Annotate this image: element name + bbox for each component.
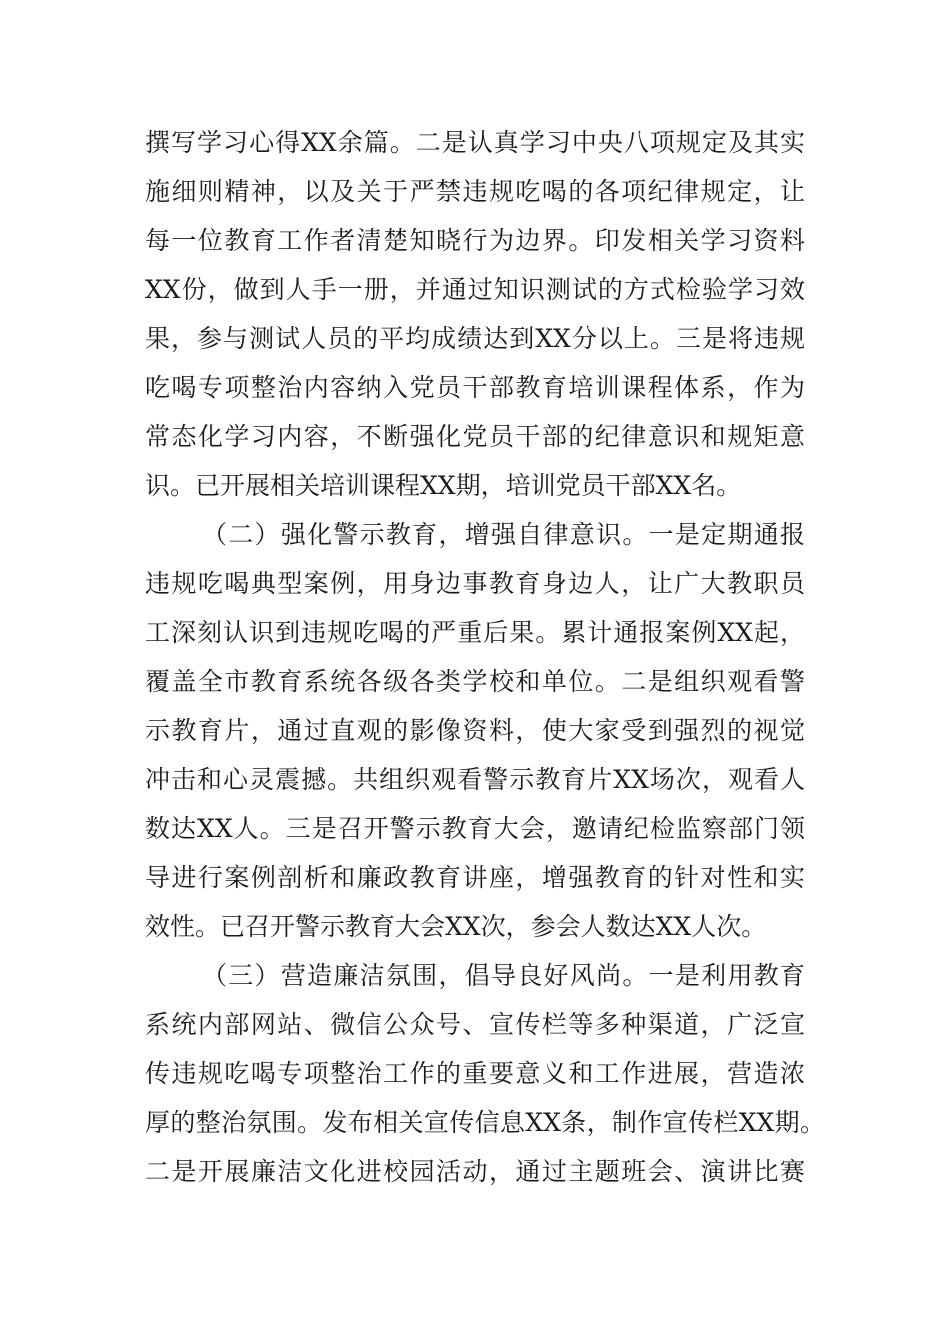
text-line: 厚的整治氛围。发布相关宣传信息XX条，制作宣传栏XX期。 [145, 1108, 825, 1137]
text-line: 传违规吃喝专项整治工作的重要意义和工作进展，营造浓 [145, 1059, 805, 1088]
text-line: 导进行案例剖析和廉政教育讲座，增强教育的针对性和实 [145, 863, 805, 892]
text-line: 数达XX人。三是召开警示教育大会，邀请纪检监察部门领 [145, 814, 805, 843]
text-line: 吃喝专项整治内容纳入党员干部教育培训课程体系，作为 [145, 373, 805, 402]
section-heading-line: （二）强化警示教育，增强自律意识。一是定期通报 [202, 520, 805, 549]
text-line: 每一位教育工作者清楚知晓行为边界。印发相关学习资料 [145, 226, 805, 255]
text-line: 覆盖全市教育系统各级各类学校和单位。二是组织观看警 [145, 667, 805, 696]
text-line: 二是开展廉洁文化进校园活动，通过主题班会、演讲比赛 [145, 1157, 805, 1186]
text-line: XX份，做到人手一册，并通过知识测试的方式检验学习效 [145, 275, 805, 304]
text-line: 示教育片，通过直观的影像资料，使大家受到强烈的视觉 [145, 716, 805, 745]
text-line: 识。已开展相关培训课程XX期，培训党员干部XX名。 [145, 471, 742, 500]
text-line: 工深刻认识到违规吃喝的严重后果。累计通报案例XX起， [145, 618, 805, 647]
body-text [145, 118, 825, 1196]
text-line: 违规吃喝典型案例，用身边事教育身边人，让广大教职员 [145, 569, 805, 598]
section-heading-line: （三）营造廉洁氛围，倡导良好风尚。一是利用教育 [202, 961, 805, 990]
text-line: 系统内部网站、微信公众号、宣传栏等多种渠道，广泛宣 [145, 1010, 805, 1039]
text-line: 果，参与测试人员的平均成绩达到XX分以上。三是将违规 [145, 324, 805, 353]
text-line: 效性。已召开警示教育大会XX次，参会人数达XX人次。 [145, 912, 767, 941]
text-line: 撰写学习心得XX余篇。二是认真学习中央八项规定及其实 [145, 128, 805, 157]
text-line: 施细则精神，以及关于严禁违规吃喝的各项纪律规定，让 [145, 177, 805, 206]
text-line: 常态化学习内容，不断强化党员干部的纪律意识和规矩意 [145, 422, 805, 451]
text-line: 冲击和心灵震撼。共组织观看警示教育片XX场次，观看人 [145, 765, 805, 794]
